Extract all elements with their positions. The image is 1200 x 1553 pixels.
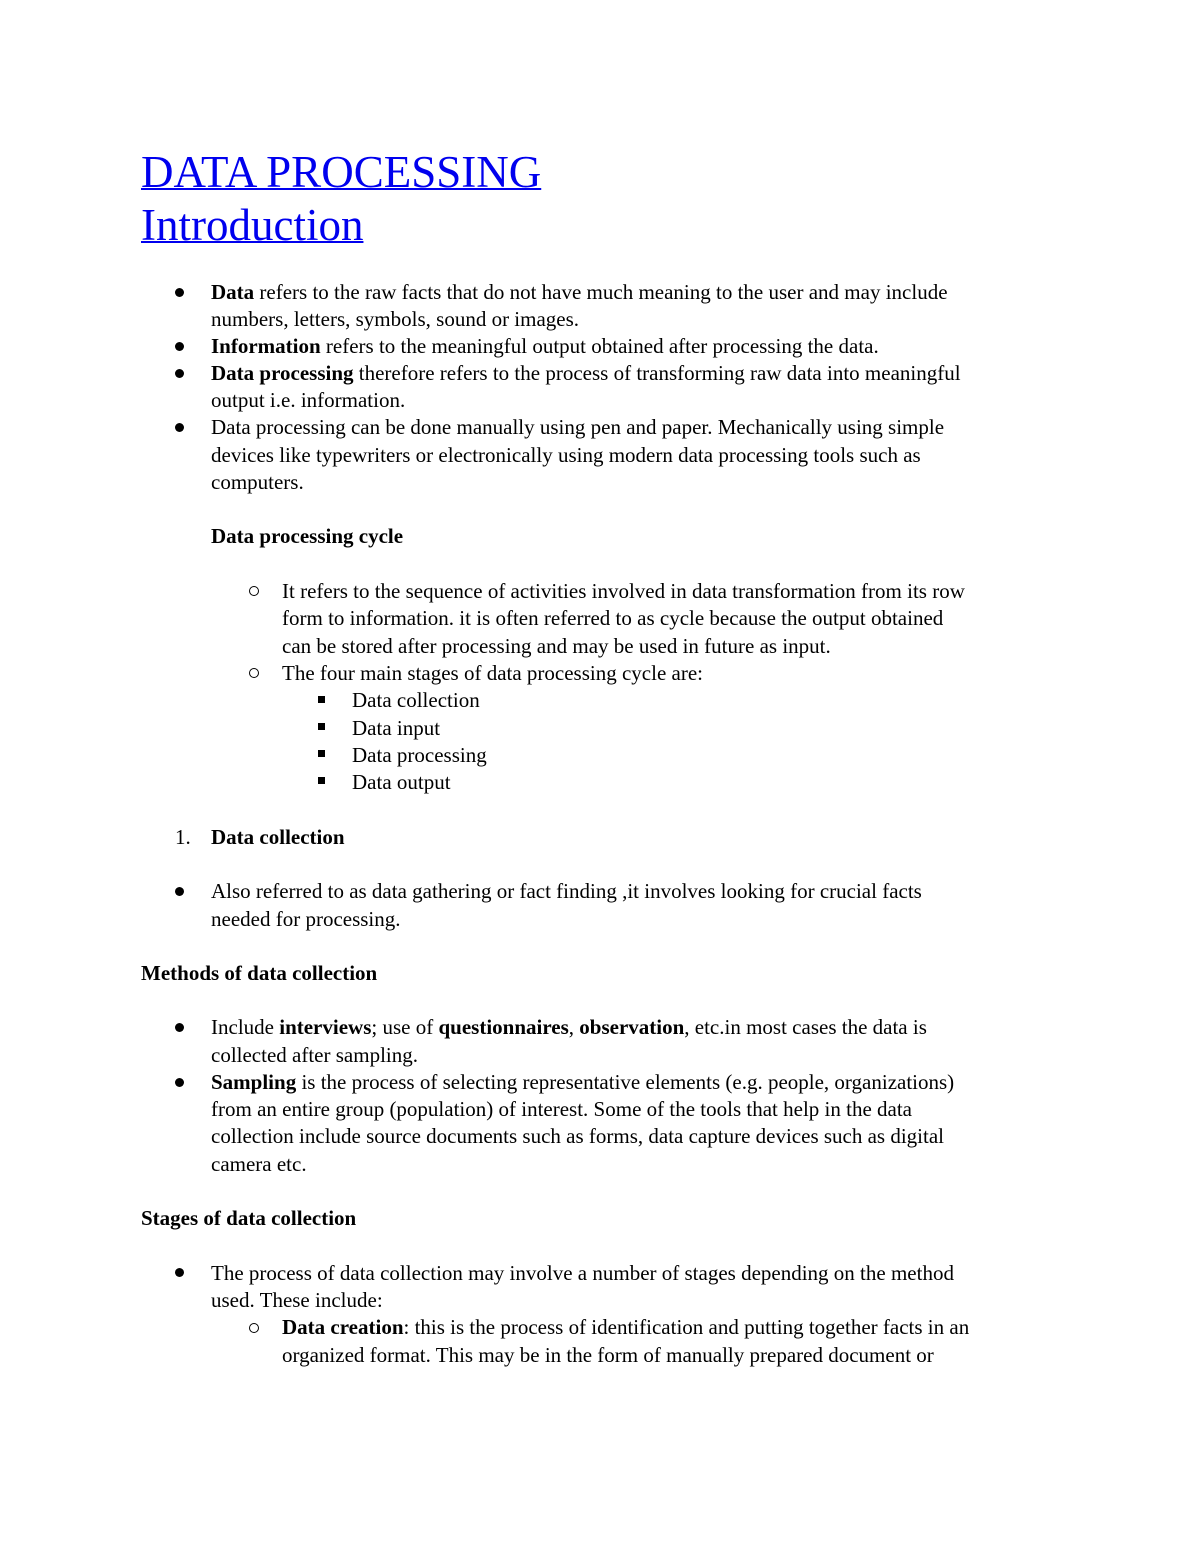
cycle-item-text-continued: form to information. it is often referred to as cycle because the output obtained	[282, 606, 944, 630]
section-number: 1.	[175, 825, 191, 849]
stage-item: Data processing	[352, 743, 487, 767]
term-questionnaires: questionnaires	[438, 1015, 569, 1039]
square-bullet-marker	[318, 723, 325, 730]
bullet-text-continued: from an entire group (population) of interest. Some of the tools that help in the data	[211, 1097, 912, 1121]
stages-item-data-creation	[282, 1314, 969, 1341]
stage-item: Data input	[352, 716, 441, 740]
term-observation: observation	[579, 1015, 685, 1039]
text-span: ; use of	[371, 1015, 439, 1039]
cycle-item-definition: It refers to the sequence of activities involved in data transformation from its row	[282, 579, 965, 603]
circle-bullet-marker	[249, 668, 259, 678]
term-information: Information	[211, 334, 321, 358]
stages-bullet: The process of data collection may involve a number of stages depending on the method	[211, 1261, 954, 1285]
stages-heading: Stages of data collection	[141, 1206, 357, 1230]
cycle-heading: Data processing cycle	[211, 524, 404, 548]
bullet-text: refers to the raw facts that do not have much meaning to the user and may include	[254, 280, 948, 304]
text-span: Include	[211, 1015, 280, 1039]
term-data-processing: Data processing	[211, 361, 354, 385]
bullet-text: : this is the process of identification and putting together facts in an	[403, 1315, 970, 1339]
collection-heading: Data collection	[211, 825, 345, 849]
square-bullet-marker	[318, 696, 325, 703]
bullet-text-continued: computers.	[211, 470, 304, 494]
bullet-text-continued: collected after sampling.	[211, 1043, 418, 1067]
cycle-item-text-continued: can be stored after processing and may be used in future as input.	[282, 634, 831, 658]
bullet-marker	[175, 1268, 184, 1277]
stage-item: Data output	[352, 770, 451, 794]
square-bullet-marker	[318, 750, 325, 757]
bullet-text-continued: needed for processing.	[211, 907, 401, 931]
methods-heading: Methods of data collection	[141, 961, 378, 985]
circle-bullet-marker	[249, 1323, 259, 1333]
bullet-marker	[175, 423, 184, 432]
document-title[interactable]: DATA PROCESSING	[141, 147, 542, 197]
intro-bullet-data-processing	[211, 360, 961, 387]
bullet-marker	[175, 1023, 184, 1032]
cycle-item-stages-intro: The four main stages of data processing cycle are:	[282, 661, 703, 685]
bullet-marker	[175, 369, 184, 378]
methods-bullet-sampling	[211, 1069, 954, 1096]
bullet-text: refers to the meaningful output obtained after processing the data.	[320, 334, 879, 358]
bullet-marker	[175, 288, 184, 297]
circle-bullet-marker	[249, 586, 259, 596]
term-sampling: Sampling	[211, 1070, 297, 1094]
term-data: Data	[211, 280, 255, 304]
bullet-text-continued: output i.e. information.	[211, 388, 406, 412]
bullet-marker	[175, 887, 184, 896]
bullet-marker	[175, 1078, 184, 1087]
bullet-text-continued: collection include source documents such as forms, data capture devices such as digital	[211, 1124, 945, 1148]
collection-bullet: Also referred to as data gathering or fact finding ,it involves looking for crucial facts	[211, 879, 922, 903]
methods-bullet-include	[211, 1014, 927, 1041]
bullet-text: is the process of selecting representative elements (e.g. people, organizations)	[296, 1070, 955, 1094]
bullet-text-continued: numbers, letters, symbols, sound or images.	[211, 307, 580, 331]
bullet-text: therefore refers to the process of transforming raw data into meaningful	[353, 361, 961, 385]
stage-item: Data collection	[352, 688, 480, 712]
bullet-text-continued: devices like typewriters or electronically using modern data processing tools such as	[211, 443, 921, 467]
bullet-text-continued: used. These include:	[211, 1288, 383, 1312]
text-span: ,	[568, 1015, 580, 1039]
bullet-text-continued: organized format. This may be in the form of manually prepared document or	[282, 1343, 934, 1367]
square-bullet-marker	[318, 777, 325, 784]
term-interviews: interviews	[279, 1015, 372, 1039]
intro-bullet-data	[211, 279, 948, 306]
intro-bullet-methods: Data processing can be done manually using pen and paper. Mechanically using simple	[211, 415, 945, 439]
section-title-introduction[interactable]: Introduction	[141, 200, 364, 250]
text-span: , etc.in most cases the data is	[684, 1015, 927, 1039]
bullet-text-continued: camera etc.	[211, 1152, 307, 1176]
bullet-marker	[175, 342, 184, 351]
term-data-creation: Data creation	[282, 1315, 404, 1339]
intro-bullet-information	[211, 333, 879, 360]
